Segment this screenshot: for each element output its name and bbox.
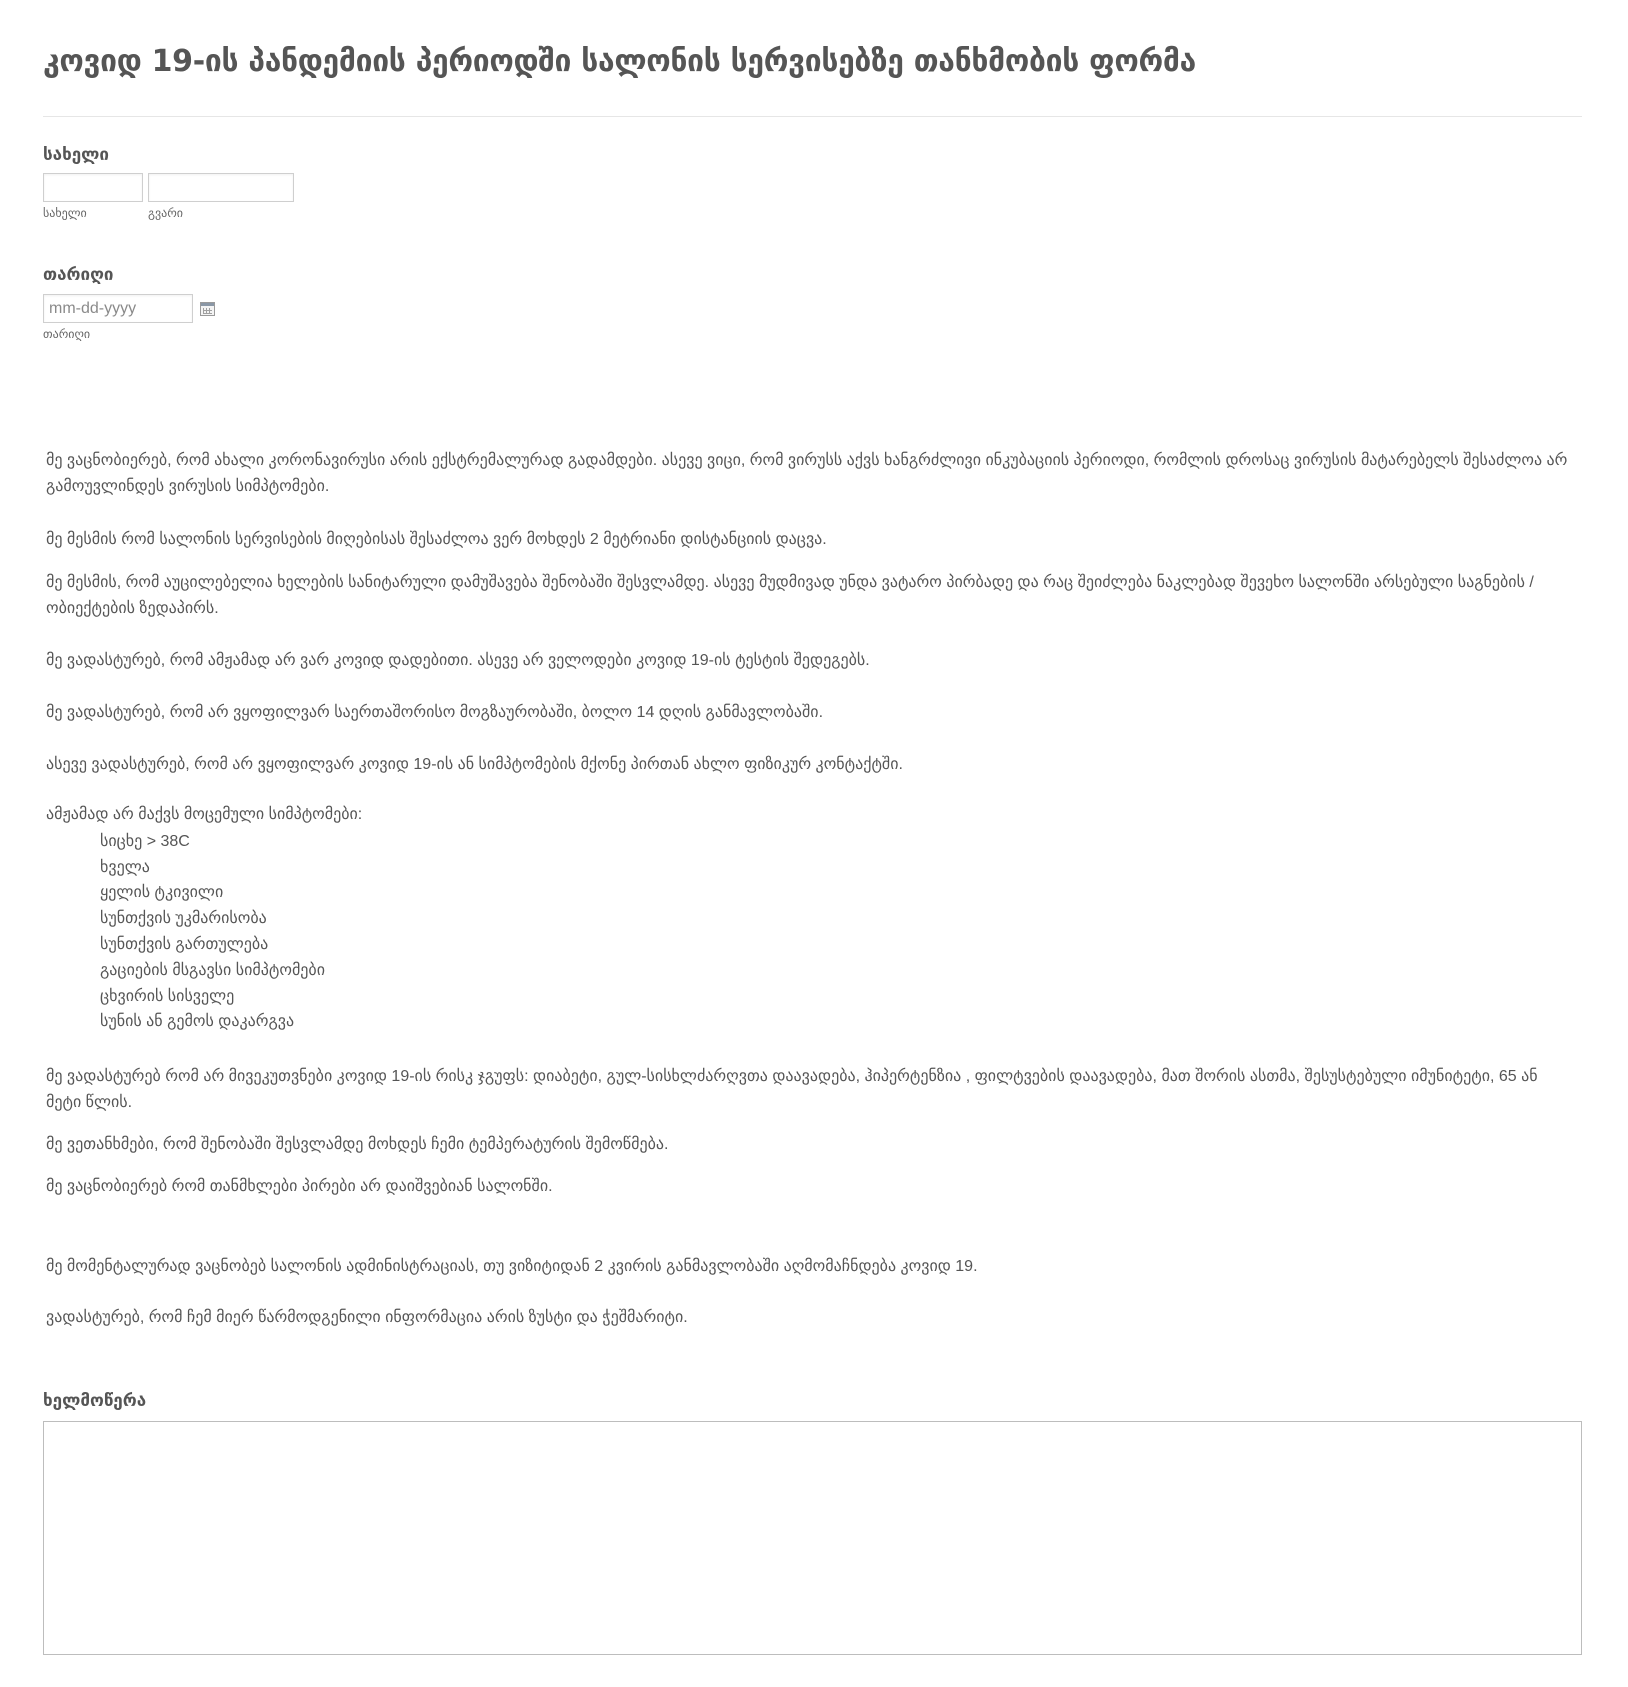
symptom-item: ხველა [100,859,150,876]
symptom-item: სუნის ან გემოს დაკარგვა [100,1013,295,1030]
calendar-icon[interactable] [200,302,215,316]
consent-paragraph: მე ვადასტურებ რომ არ მივეკუთვნები კოვიდ 19-ის რისკ ჯგუფს: დიაბეტი, გულ-სისხლძარღვთა დაავადება, ჰიპერტენზია , ფილტვების დაავადება, მათ შორის ასთმა, შესუსტებული იმუნიტეტი, 65 ან მეტი წლის. [46,1068,1538,1111]
signature-pad[interactable] [43,1421,1582,1655]
symptom-item: ცხვირის სისველე [100,988,235,1005]
symptom-item: გაციების მსგავსი სიმპტომები [100,962,325,979]
first-name-input[interactable] [43,173,143,202]
name-label: სახელი [43,145,110,165]
consent-paragraph: მე მესმის რომ სალონის სერვისების მიღებისას შესაძლოა ვერ მოხდეს 2 მეტრიანი დისტანციის დაცვა. [46,531,827,548]
last-name-input[interactable] [148,173,294,202]
symptom-item: სუნთქვის უკმარისობა [100,910,267,927]
date-input[interactable] [43,294,193,323]
consent-paragraph: ასევე ვადასტურებ, რომ არ ვყოფილვარ კოვიდ 19-ის ან სიმპტომების მქონე პირთან ახლო ფიზიკურ კონტაქტში. [46,756,903,773]
symptom-item: ყელის ტკივილი [100,884,224,901]
symptom-item: სიცხე > 38C [100,833,190,850]
form-title: კოვიდ 19-ის პანდემიის პერიოდში სალონის სერვისებზე თანხმობის ფორმა [43,44,1196,79]
symptoms-intro: ამჟამად არ მაქვს მოცემული სიმპტომები: [46,806,363,823]
consent-paragraph: მე ვაცნობიერებ რომ თანმხლები პირები არ დაიშვებიან სალონში. [46,1178,553,1195]
consent-paragraph: მე ვადასტურებ, რომ ამჟამად არ ვარ კოვიდ დადებითი. ასევე არ ველოდები კოვიდ 19-ის ტესტის შედეგებს. [46,652,870,669]
symptom-item: სუნთქვის გართულება [100,936,269,953]
consent-paragraph: მე ვაცნობიერებ, რომ ახალი კორონავირუსი არის ექსტრემალურად გადამდები. ასევე ვიცი, რომ ვირუსს აქვს ხანგრძლივი ინკუბაციის პერიოდი, რომლის დროსაც ვირუსის მატარებელს შესაძლოა არ გამოუვლინდეს ვირუსის სიმპტომები. [46,452,1568,495]
consent-paragraph: მე ვეთანხმები, რომ შენობაში შესვლამდე მოხდეს ჩემი ტემპერატურის შემოწმება. [46,1136,669,1153]
date-label: თარიღი [43,265,114,285]
consent-paragraph: მე მომენტალურად ვაცნობებ სალონის ადმინისტრაციას, თუ ვიზიტიდან 2 კვირის განმავლობაში აღმომაჩნდება კოვიდ 19. [46,1258,978,1275]
signature-label: ხელმოწერა [43,1391,147,1411]
last-name-sublabel: გვარი [148,206,183,220]
consent-paragraph: მე მესმის, რომ აუცილებელია ხელების სანიტარული დამუშავება შენობაში შესვლამდე. ასევე მუდმივად უნდა ვატარო პირბადე და რაც შეიძლება ნაკლებად შევეხო სალონში არსებული საგნების / ობიექტების ზედაპირს. [46,574,1534,617]
first-name-sublabel: სახელი [43,206,87,220]
consent-paragraph: მე ვადასტურებ, რომ არ ვყოფილვარ საერთაშორისო მოგზაურობაში, ბოლო 14 დღის განმავლობაში. [46,704,824,721]
date-sublabel: თარიღი [43,327,91,341]
title-divider [43,116,1582,117]
consent-paragraph: ვადასტურებ, რომ ჩემ მიერ წარმოდგენილი ინფორმაცია არის ზუსტი და ჭეშმარიტი. [46,1309,688,1326]
